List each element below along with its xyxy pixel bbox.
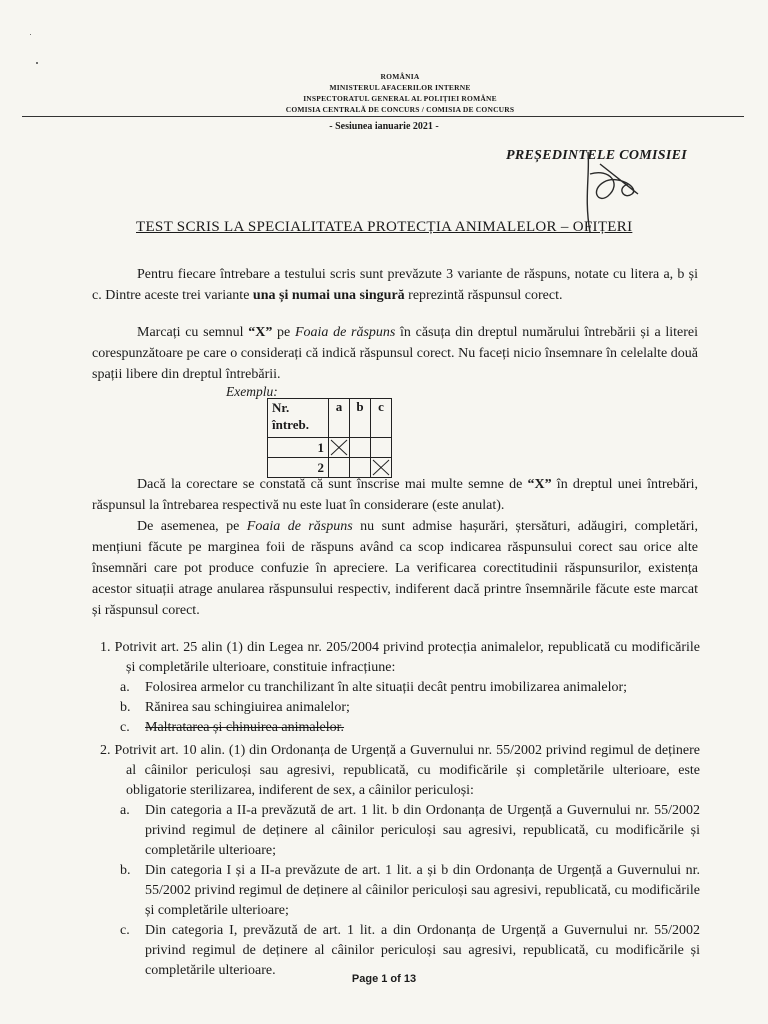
- session-label: - Sesiunea ianuarie 2021 -: [329, 121, 439, 132]
- table-row: [268, 438, 392, 458]
- option-a: a. Folosirea armelor cu tranchilizant în alte situații decât pentru imobilizarea animalelor;: [120, 680, 628, 695]
- header-inspectorate: INSPECTORATUL GENERAL AL POLIȚIEI ROMÂNE: [303, 94, 497, 103]
- row-number: 2: [268, 458, 329, 478]
- option-c: c. Maltratarea și chinuirea animalelor.: [120, 720, 345, 735]
- question-1: [100, 638, 700, 738]
- answer-cell-marked: [329, 438, 350, 458]
- instructions-paragraph-1: Pentru fiecare întrebare a testului scris sunt prevăzute 3 variante de răspuns, notate cu litera a, b și c. Dintre aceste trei variante una și numai una singură reprezintă răspunsul corect.: [92, 267, 698, 303]
- answer-options: [100, 678, 700, 738]
- answer-cell: [371, 438, 392, 458]
- test-title: TEST SCRIS LA SPECIALITATEA PROTECȚIA ANIMALELOR – OFIȚERI: [136, 219, 633, 235]
- option-b: b. Din categoria I și a II-a prevăzute de art. 1 lit. a și b din Ordonanța de Urgență a Guvernului nr. 55/2002 privind regimul de deținere al câinilor periculoși sau agresivi, republicată, cu modificările și completările ulterioare;: [120, 863, 700, 918]
- option-b: b. Rănirea sau schingiuirea animalelor;: [120, 700, 350, 715]
- table-header-row: [268, 399, 392, 438]
- header-col-b: b: [350, 399, 371, 438]
- scan-speck: [36, 62, 38, 64]
- instructions-paragraph-2: Marcați cu semnul “X” pe Foaia de răspuns în căsuța din dreptul numărului întrebării și a literei corespunzătoare pe care o considerați că indică răspunsul corect. Nu faceți nicio însemnare în celelalte două spații libere din dreptul întrebării.: [92, 325, 698, 382]
- header-col-a: a: [329, 399, 350, 438]
- instructions-paragraph-3: Dacă la corectare se constată că sunt înscrise mai multe semne de “X” în dreptul unei întrebări, răspunsul la întrebarea respectivă nu este luat în considerare (este anulat).: [92, 477, 698, 513]
- question-text: 2. Potrivit art. 10 alin. (1) din Ordonanța de Urgență a Guvernului nr. 55/2002 privind regimul de deținere al câinilor periculoși sau agresivi, republicată, cu modificările și completările ulterioare, este obligatorie sterilizarea, indiferent de sex, a câinilor periculoși:: [100, 743, 700, 798]
- scan-speck: [30, 34, 31, 35]
- example-label: Exemplu:: [226, 384, 278, 399]
- answer-cell: [350, 438, 371, 458]
- instructions-paragraph-4: De asemenea, pe Foaia de răspuns nu sunt admise hașurări, ștersături, adăugiri, completări, mențiuni făcute pe marginea foii de răspuns având ca scop indicarea răspunsului corect sau orice alte însemnări care pot produce confuzie în apreciere. La verificarea corectitudinii răspunsurilor, existența acestor situații atrage anularea răspunsului respectiv, indiferent dacă printre însemnările făcute este marcat și răspunsul corect.: [92, 519, 698, 618]
- question-2: [100, 741, 700, 981]
- header-rule: [22, 116, 744, 117]
- example-answer-table: [267, 398, 392, 478]
- header-commission: COMISIA CENTRALĂ DE CONCURS / COMISIA DE CONCURS: [285, 105, 515, 114]
- header-col-c: c: [371, 399, 392, 438]
- row-number: 1: [268, 438, 329, 458]
- answer-options: [100, 801, 700, 981]
- x-mark-icon: [329, 438, 349, 457]
- option-a: a. Din categoria a II-a prevăzută de art. 1 lit. b din Ordonanța de Urgență a Guvernului nr. 55/2002 privind regimul de deținere al câinilor periculoși sau agresivi, republicată, cu modificările și completările ulterioare;: [120, 803, 700, 858]
- page-number: Page 1 of 13: [351, 973, 417, 985]
- header-question-number: Nr. întreb.: [268, 399, 329, 438]
- question-text: 1. Potrivit art. 25 alin (1) din Legea nr. 205/2004 privind protecția animalelor, republicată cu modificările și completările ulterioare, constituie infracțiune:: [100, 640, 701, 675]
- option-c: c. Din categoria I, prevăzută de art. 1 lit. a din Ordonanța de Urgență a Guvernului nr. 55/2002 privind regimul de deținere al câinilor periculoși sau agresivi, republicată, cu modificările și completările ulterioare.: [120, 923, 700, 978]
- header-ministry: MINISTERUL AFACERILOR INTERNE: [329, 83, 471, 92]
- commission-president-title: PREȘEDINTELE COMISIEI: [506, 148, 687, 163]
- header-country: ROMÂNIA: [380, 72, 420, 81]
